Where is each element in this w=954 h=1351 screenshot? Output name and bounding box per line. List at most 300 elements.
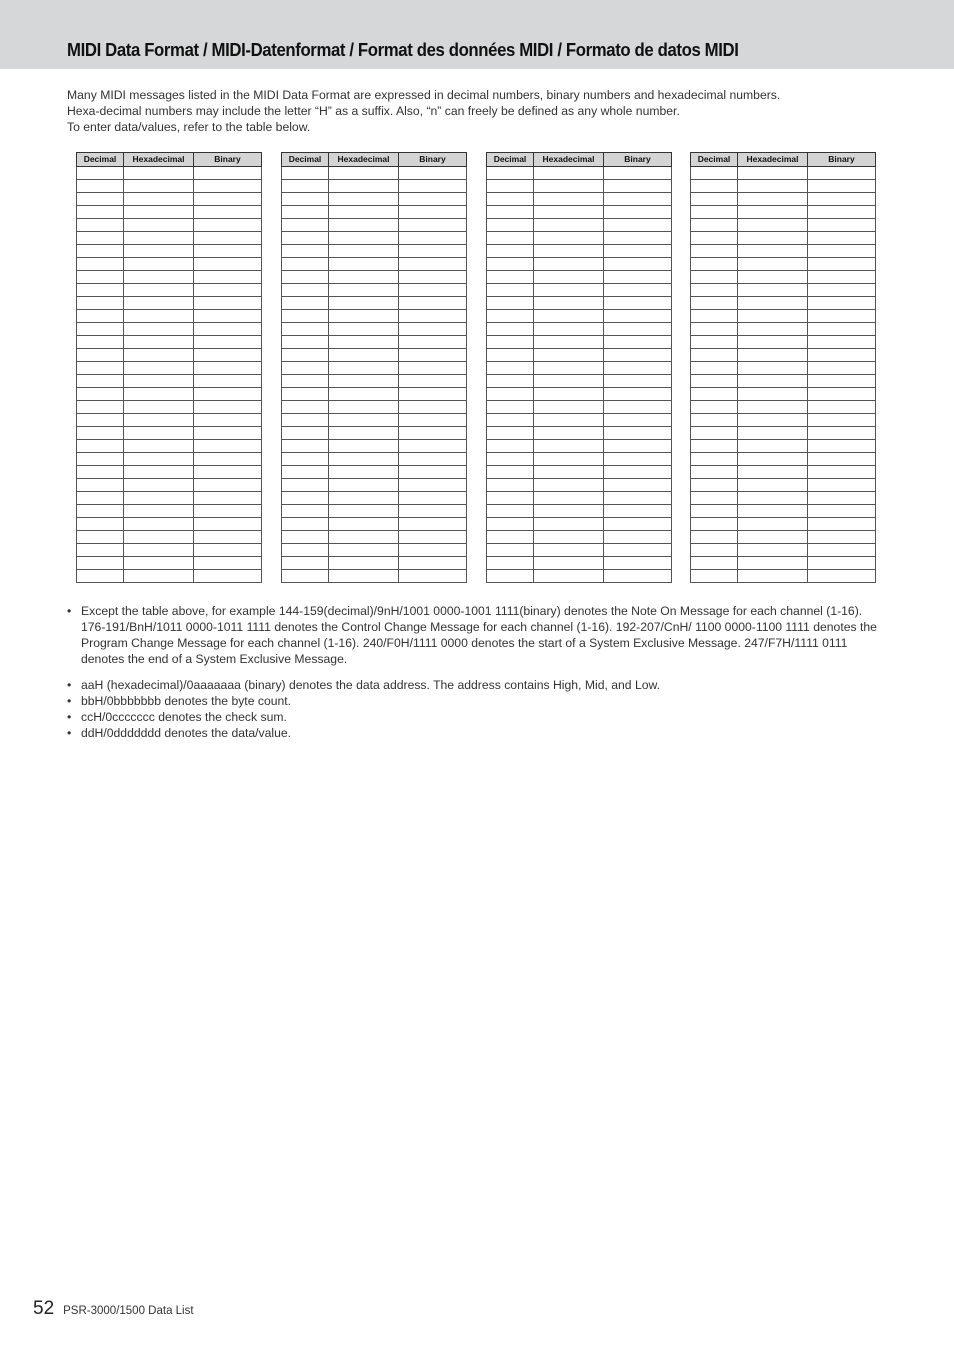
table-row: [487, 284, 672, 297]
table-cell: [124, 310, 194, 323]
table-row: [487, 349, 672, 362]
table-cell: [738, 453, 808, 466]
table-cell: [282, 466, 329, 479]
table-cell: [282, 219, 329, 232]
table-cell: [282, 505, 329, 518]
table-cell: [194, 167, 262, 180]
table-row: [487, 232, 672, 245]
table-cell: [329, 570, 399, 583]
table-row: [487, 440, 672, 453]
table-row: [282, 336, 467, 349]
table-cell: [691, 375, 738, 388]
table-cell: [691, 401, 738, 414]
table-row: [282, 193, 467, 206]
table-row: [77, 531, 262, 544]
table-cell: [487, 557, 534, 570]
table-cell: [691, 531, 738, 544]
table-cell: [77, 167, 124, 180]
table-cell: [604, 401, 672, 414]
table-row: [77, 180, 262, 193]
table-cell: [534, 349, 604, 362]
table-cell: [808, 518, 876, 531]
table-cell: [691, 193, 738, 206]
table-cell: [808, 219, 876, 232]
table-cell: [487, 570, 534, 583]
table-cell: [691, 453, 738, 466]
table-row: [487, 414, 672, 427]
table-cell: [282, 544, 329, 557]
table-cell: [282, 336, 329, 349]
table-cell: [808, 193, 876, 206]
table-row: [487, 557, 672, 570]
table-row: [487, 167, 672, 180]
table-cell: [194, 245, 262, 258]
table-row: [691, 206, 876, 219]
table-cell: [808, 167, 876, 180]
table-row: [77, 297, 262, 310]
table-row: [487, 206, 672, 219]
table-cell: [282, 271, 329, 284]
table-cell: [738, 505, 808, 518]
table-cell: [534, 297, 604, 310]
table-row: [282, 284, 467, 297]
table-row: [487, 336, 672, 349]
table-row: [487, 245, 672, 258]
table-cell: [77, 297, 124, 310]
table-cell: [691, 570, 738, 583]
table-cell: [808, 297, 876, 310]
table-row: [282, 349, 467, 362]
table-cell: [399, 375, 467, 388]
table-row: [691, 388, 876, 401]
table-cell: [534, 479, 604, 492]
table-cell: [738, 466, 808, 479]
table-cell: [282, 375, 329, 388]
table-row: [282, 245, 467, 258]
table-cell: [77, 388, 124, 401]
table-cell: [194, 349, 262, 362]
table-cell: [604, 570, 672, 583]
table-cell: [282, 245, 329, 258]
table-cell: [194, 180, 262, 193]
table-cell: [124, 193, 194, 206]
table-row: [77, 492, 262, 505]
table-row: [77, 362, 262, 375]
table-row: [487, 323, 672, 336]
table-row: [487, 388, 672, 401]
conversion-table: [76, 152, 262, 583]
table-cell: [604, 323, 672, 336]
note-item: [67, 725, 887, 741]
table-row: [282, 531, 467, 544]
table-cell: [77, 531, 124, 544]
table-cell: [487, 414, 534, 427]
table-cell: [604, 219, 672, 232]
table-cell: [534, 388, 604, 401]
table-cell: [487, 505, 534, 518]
table-row: [282, 505, 467, 518]
table-cell: [604, 245, 672, 258]
table-row: [487, 401, 672, 414]
table-cell: [738, 401, 808, 414]
table-row: [282, 414, 467, 427]
table-cell: [124, 479, 194, 492]
table-cell: [738, 544, 808, 557]
table-cell: [194, 544, 262, 557]
table-cell: [691, 557, 738, 570]
table-row: [691, 271, 876, 284]
table-cell: [738, 362, 808, 375]
table-cell: [124, 349, 194, 362]
table-cell: [77, 323, 124, 336]
table-cell: [124, 427, 194, 440]
table-cell: [604, 336, 672, 349]
table-cell: [77, 232, 124, 245]
table-row: [77, 453, 262, 466]
table-row: [282, 310, 467, 323]
table-cell: [604, 310, 672, 323]
table-cell: [329, 232, 399, 245]
table-cell: [77, 479, 124, 492]
table-cell: [534, 427, 604, 440]
table-row: [282, 544, 467, 557]
table-cell: [808, 401, 876, 414]
table-cell: [604, 557, 672, 570]
table-cell: [399, 232, 467, 245]
table-cell: [77, 440, 124, 453]
table-cell: [399, 570, 467, 583]
table-cell: [124, 206, 194, 219]
table-cell: [604, 388, 672, 401]
table-row: [691, 258, 876, 271]
table-cell: [124, 492, 194, 505]
table-row: [691, 362, 876, 375]
table-cell: [329, 167, 399, 180]
table-cell: [604, 440, 672, 453]
table-cell: [282, 310, 329, 323]
table-row: [691, 427, 876, 440]
table-cell: [534, 440, 604, 453]
table-cell: [738, 219, 808, 232]
table-cell: [399, 206, 467, 219]
table-cell: [738, 492, 808, 505]
table-cell: [534, 336, 604, 349]
table-row: [282, 440, 467, 453]
table-cell: [329, 492, 399, 505]
table-row: [77, 336, 262, 349]
table-row: [77, 219, 262, 232]
table-cell: [124, 570, 194, 583]
table-cell: [691, 518, 738, 531]
table-cell: [77, 453, 124, 466]
table-cell: [194, 440, 262, 453]
table-row: [691, 414, 876, 427]
table-cell: [77, 362, 124, 375]
table-cell: [808, 258, 876, 271]
table-cell: [77, 245, 124, 258]
table-row: [282, 323, 467, 336]
table-cell: [738, 375, 808, 388]
table-cell: [282, 258, 329, 271]
table-cell: [534, 570, 604, 583]
notes-list: [67, 603, 887, 741]
table-row: [282, 297, 467, 310]
bullet-icon: •: [67, 604, 72, 618]
table-row: [77, 258, 262, 271]
table-cell: [194, 453, 262, 466]
table-cell: [808, 570, 876, 583]
table-cell: [399, 323, 467, 336]
table-row: [691, 505, 876, 518]
table-cell: [808, 232, 876, 245]
table-cell: [329, 531, 399, 544]
table-cell: [282, 180, 329, 193]
table-cell: [399, 167, 467, 180]
table-cell: [124, 453, 194, 466]
table-cell: [691, 284, 738, 297]
table-cell: [808, 466, 876, 479]
table-row: [691, 284, 876, 297]
table-cell: [282, 401, 329, 414]
table-row: [282, 362, 467, 375]
table-cell: [534, 193, 604, 206]
table-cell: [534, 544, 604, 557]
table-cell: [329, 245, 399, 258]
table-cell: [534, 492, 604, 505]
table-cell: [194, 323, 262, 336]
table-cell: [534, 271, 604, 284]
table-row: [282, 167, 467, 180]
table-cell: [487, 297, 534, 310]
table-row: [691, 297, 876, 310]
table-cell: [487, 206, 534, 219]
table-cell: [77, 310, 124, 323]
table-cell: [604, 232, 672, 245]
table-cell: [534, 401, 604, 414]
table-cell: [77, 349, 124, 362]
table-cell: [534, 232, 604, 245]
table-row: [77, 505, 262, 518]
table-cell: [282, 570, 329, 583]
table-cell: [124, 544, 194, 557]
column-header: Decimal: [487, 153, 534, 167]
table-row: [282, 219, 467, 232]
table-cell: [77, 505, 124, 518]
table-cell: [738, 518, 808, 531]
table-cell: [691, 297, 738, 310]
table-cell: [738, 258, 808, 271]
table-cell: [399, 271, 467, 284]
table-cell: [124, 219, 194, 232]
table-cell: [77, 492, 124, 505]
table-cell: [808, 479, 876, 492]
table-cell: [604, 180, 672, 193]
intro-line: To enter data/values, refer to the table below.: [67, 120, 311, 134]
table-cell: [399, 440, 467, 453]
table-cell: [487, 219, 534, 232]
table-cell: [399, 219, 467, 232]
table-row: [691, 167, 876, 180]
table-row: [77, 466, 262, 479]
conversion-table: [281, 152, 467, 583]
table-cell: [282, 284, 329, 297]
table-cell: [77, 427, 124, 440]
table-cell: [329, 284, 399, 297]
note-text: ccH/0ccccccc denotes the check sum.: [81, 710, 287, 724]
table-row: [487, 505, 672, 518]
table-row: [282, 375, 467, 388]
table-cell: [738, 323, 808, 336]
table-cell: [691, 271, 738, 284]
table-cell: [604, 453, 672, 466]
table-row: [487, 518, 672, 531]
table-cell: [124, 336, 194, 349]
table-cell: [534, 557, 604, 570]
table-cell: [329, 258, 399, 271]
table-row: [77, 323, 262, 336]
table-cell: [691, 180, 738, 193]
table-cell: [691, 388, 738, 401]
table-cell: [534, 518, 604, 531]
table-cell: [194, 310, 262, 323]
column-header: Hexadecimal: [738, 153, 808, 167]
table-row: [77, 440, 262, 453]
table-cell: [329, 414, 399, 427]
table-cell: [124, 518, 194, 531]
table-cell: [604, 531, 672, 544]
table-cell: [194, 362, 262, 375]
table-cell: [77, 219, 124, 232]
table-cell: [329, 440, 399, 453]
table-cell: [487, 375, 534, 388]
table-cell: [194, 557, 262, 570]
table-cell: [194, 401, 262, 414]
table-cell: [534, 362, 604, 375]
table-cell: [194, 219, 262, 232]
table-row: [691, 219, 876, 232]
table-cell: [691, 492, 738, 505]
table-row: [691, 336, 876, 349]
table-row: [487, 570, 672, 583]
table-cell: [194, 336, 262, 349]
table-cell: [399, 258, 467, 271]
table-cell: [77, 570, 124, 583]
table-cell: [399, 349, 467, 362]
table-cell: [329, 466, 399, 479]
table-cell: [738, 167, 808, 180]
table-cell: [604, 271, 672, 284]
table-cell: [604, 167, 672, 180]
footer: [33, 1298, 194, 1320]
table-row: [691, 518, 876, 531]
table-row: [691, 193, 876, 206]
table-cell: [124, 466, 194, 479]
table-cell: [399, 401, 467, 414]
table-row: [282, 492, 467, 505]
table-row: [282, 401, 467, 414]
table-cell: [329, 427, 399, 440]
table-cell: [534, 258, 604, 271]
table-cell: [124, 232, 194, 245]
bullet-icon: •: [67, 710, 72, 724]
table-cell: [329, 323, 399, 336]
table-row: [487, 362, 672, 375]
table-cell: [691, 323, 738, 336]
table-cell: [124, 531, 194, 544]
table-cell: [604, 258, 672, 271]
table-cell: [282, 206, 329, 219]
table-cell: [77, 180, 124, 193]
table-row: [77, 271, 262, 284]
table-cell: [738, 284, 808, 297]
table-cell: [329, 336, 399, 349]
table-cell: [194, 414, 262, 427]
table-cell: [604, 297, 672, 310]
table-cell: [691, 505, 738, 518]
table-cell: [604, 505, 672, 518]
table-cell: [738, 414, 808, 427]
table-row: [691, 232, 876, 245]
table-cell: [399, 180, 467, 193]
note-text: ddH/0ddddddd denotes the data/value.: [81, 726, 292, 740]
table-cell: [194, 388, 262, 401]
table-row: [487, 271, 672, 284]
table-cell: [534, 219, 604, 232]
page-number: 52: [33, 1298, 55, 1319]
table-cell: [124, 362, 194, 375]
table-cell: [77, 466, 124, 479]
table-cell: [399, 557, 467, 570]
table-cell: [738, 336, 808, 349]
table-row: [282, 271, 467, 284]
table-cell: [329, 310, 399, 323]
table-cell: [124, 401, 194, 414]
intro-line: Hexa-decimal numbers may include the letter “H” as a suffix. Also, “n” can freely be defined as any whole number.: [67, 104, 680, 118]
table-cell: [329, 479, 399, 492]
table-cell: [77, 414, 124, 427]
table-row: [487, 193, 672, 206]
table-cell: [808, 245, 876, 258]
table-cell: [329, 375, 399, 388]
table-cell: [77, 271, 124, 284]
table-cell: [604, 193, 672, 206]
table-cell: [487, 245, 534, 258]
note-item: [67, 603, 887, 667]
table-row: [77, 414, 262, 427]
table-cell: [282, 232, 329, 245]
table-row: [282, 518, 467, 531]
table-cell: [604, 427, 672, 440]
table-cell: [738, 557, 808, 570]
table-row: [487, 180, 672, 193]
table-row: [691, 531, 876, 544]
table-cell: [691, 232, 738, 245]
table-cell: [808, 453, 876, 466]
table-cell: [124, 557, 194, 570]
table-cell: [808, 492, 876, 505]
table-cell: [399, 193, 467, 206]
intro-text: [67, 87, 907, 135]
table-cell: [808, 336, 876, 349]
table-row: [282, 206, 467, 219]
table-cell: [329, 219, 399, 232]
table-cell: [604, 375, 672, 388]
table-cell: [399, 531, 467, 544]
table-row: [282, 427, 467, 440]
table-cell: [282, 531, 329, 544]
table-cell: [194, 492, 262, 505]
table-cell: [399, 284, 467, 297]
